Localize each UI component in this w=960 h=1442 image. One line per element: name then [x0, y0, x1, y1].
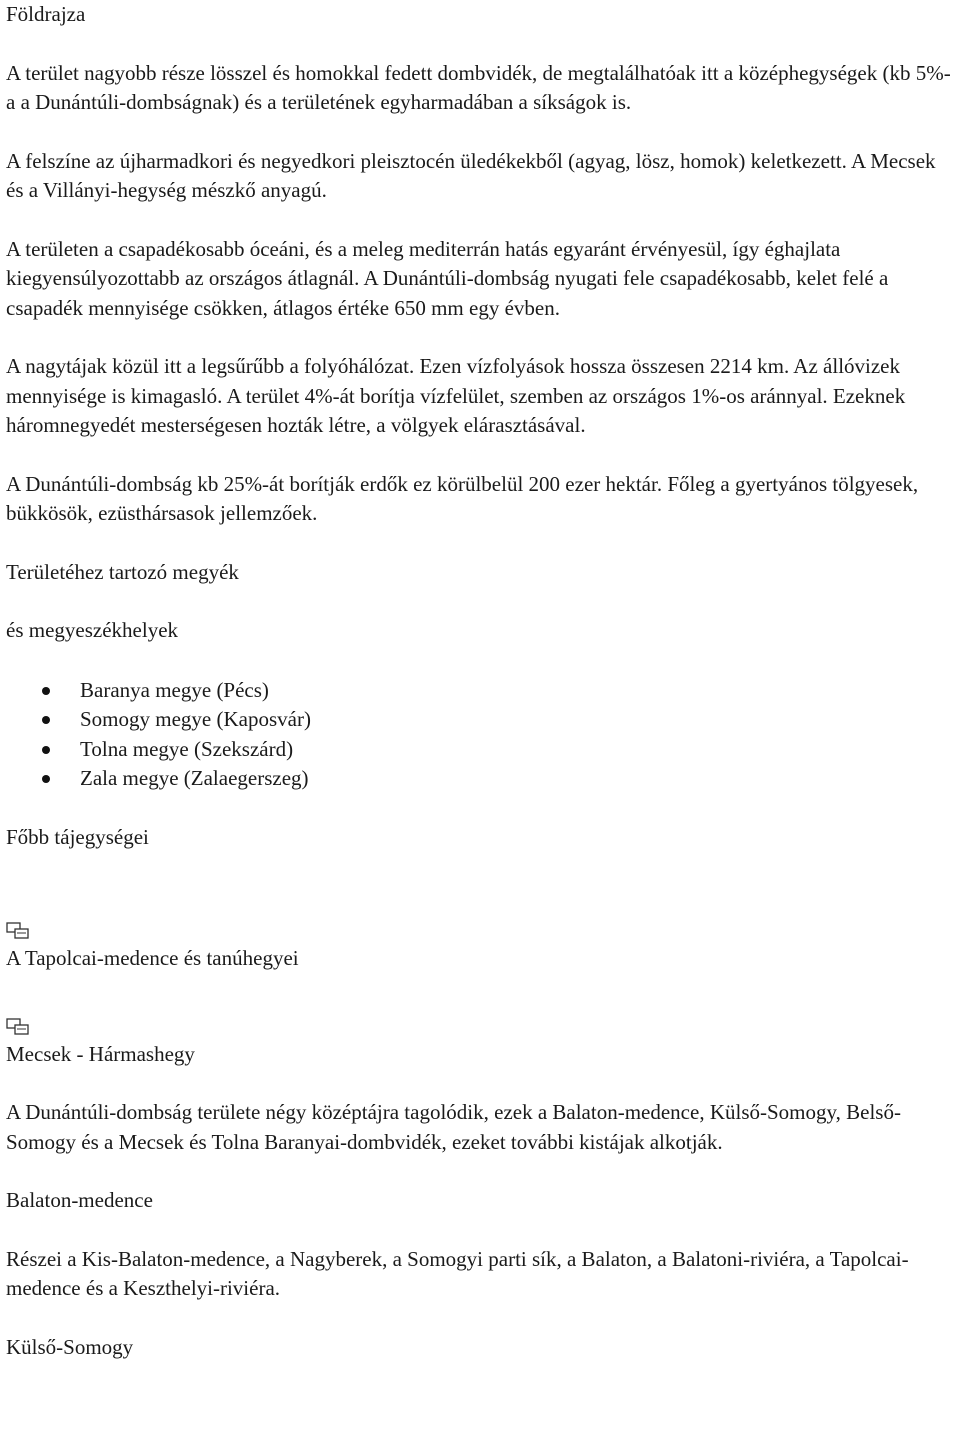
county-label: Tolna megye (Szekszárd) [80, 736, 294, 761]
paragraph-terrain: A terület nagyobb része lösszel és homokkal fedett dombvidék, de megtalálhatóak itt a középhegységek (kb 5%-a a Dunántúli-dombságnak) és a területének egyharmadában a síkságok is. [6, 60, 951, 114]
balaton-heading: Balaton-medence [6, 1188, 153, 1212]
paragraph-regions: A Dunántúli-dombság területe négy középtájra tagolódik, ezek a Balaton-medence, Külső-Somogy, Belső-Somogy és a Mecsek és Tolna Baranyai-dombvidék, ezeket további kistájak alkotják. [6, 1100, 901, 1154]
image-block-tapolca [6, 922, 951, 974]
image-block-mecsek [6, 1018, 951, 1070]
paragraph-surface: A felszíne az újharmadkori és negyedkori pleisztocén üledékekből (agyag, lösz, homok) keletkezett. A Mecsek és a Villányi-hegység mészkő anyagú. [6, 148, 936, 202]
paragraph-climate: A területen a csapadékosabb óceáni, és a meleg mediterrán hatás egyaránt érvényesül, így éghajlata kiegyensúlyozottabb az országos átlagnál. A Dunántúli-dombság nyugati fele csapadékosabb, kelet felé a csapadék mennyisége csökken, átlagos értéke 650 mm egy évben. [6, 236, 889, 320]
bullet-icon [42, 775, 50, 783]
counties-heading: Területéhez tartozó megyék [6, 559, 239, 584]
paragraph-balaton: Részei a Kis-Balaton-medence, a Nagyberek, a Somogyi parti sík, a Balaton, a Balatoni-riviéra, a Tapolcai-medence és a Keszthelyi-riviéra. [6, 1246, 909, 1300]
broken-image-icon [6, 922, 32, 940]
bullet-icon [42, 716, 50, 724]
bullet-icon [42, 687, 50, 695]
county-label: Baranya megye (Pécs) [80, 677, 269, 702]
broken-image-icon [6, 1018, 32, 1036]
document-page [6, 0, 951, 1362]
paragraph-forests: A Dunántúli-dombság kb 25%-át borítják erdők ez körülbelül 200 ezer hektár. Főleg a gyertyános tölgyesek, bükkösök, ezüsthársasok jellemzőek. [6, 471, 919, 525]
landscapes-heading: Főbb tájegységei [6, 824, 149, 849]
list-item [6, 764, 951, 794]
list-item [6, 735, 951, 765]
counties-subheading: és megyeszékhelyek [6, 618, 179, 642]
paragraph-waters: A nagytájak közül itt a legsűrűbb a folyóhálózat. Ezen vízfolyások hossza összesen 2214 km. Az állóvizek mennyisége is kimagasló. A terület 4%-át borítja vízfelület, szemben az országos 1%-os aránnyal. Ezeknek háromnegyedét mesterségesen hozták létre, a völgyek elárasztásával. [6, 354, 906, 437]
bullet-icon [42, 746, 50, 754]
list-item [6, 705, 951, 735]
image-caption: Mecsek - Hármashegy [6, 1041, 195, 1066]
county-label: Somogy megye (Kaposvár) [80, 707, 311, 731]
image-caption: A Tapolcai-medence és tanúhegyei [6, 946, 299, 970]
page-title: Földrajza [6, 2, 86, 26]
list-item [6, 676, 951, 706]
kulso-somogy-heading: Külső-Somogy [6, 1334, 134, 1359]
county-list [6, 676, 951, 794]
county-label: Zala megye (Zalaegerszeg) [80, 766, 309, 790]
